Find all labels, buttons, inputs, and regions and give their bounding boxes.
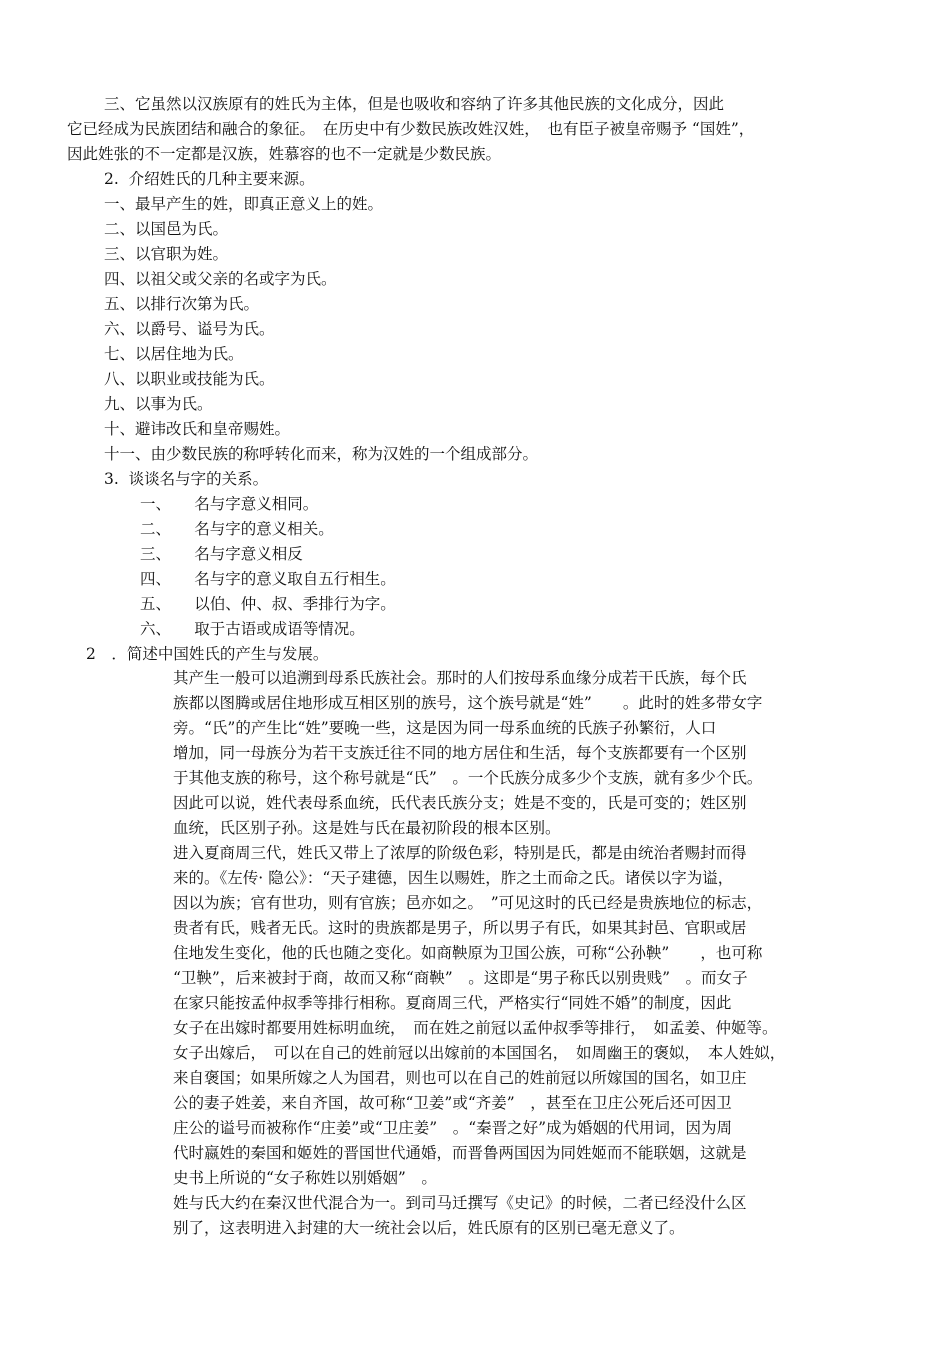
list-item: 五、以排行次第为氏。 [104,295,260,313]
list-item: 四、 名与字的意义取自五行相生。 [140,570,396,588]
section-heading: 3. 谈谈名与字的关系。 [104,470,269,488]
paragraph-line: 来的。《左传· 隐公》：“天子建德，因生以赐姓，胙之土而命之氏。诸侯以字为谥， [173,869,734,887]
paragraph-line: 进入夏商周三代，姓氏又带上了浓厚的阶级色彩，特别是氏，都是由统治者赐封而得 [173,844,747,862]
section-heading: 2. 介绍姓氏的几种主要来源。 [104,170,315,188]
list-item: 四、以祖父或父亲的名或字为氏。 [104,270,337,288]
paragraph-line: 庄公的谥号而被称作“庄姜”或“卫庄姜” 。“秦晋之好”成为婚姻的代用词，因为周 [173,1119,733,1137]
paragraph-line: 代时嬴姓的秦国和姬姓的晋国世代通婚，而晋鲁两国因为同姓姬而不能联姻，这就是 [173,1144,747,1162]
list-item: 九、以事为氏。 [104,395,213,413]
list-item: 八、以职业或技能为氏。 [104,370,275,388]
paragraph-line: 别了，这表明进入封建的大一统社会以后，姓氏原有的区别已毫无意义了。 [173,1219,685,1237]
paragraph-line: 贵者有氏，贱者无氏。这时的贵族都是男子，所以男子有氏，如果其封邑、官职或居 [173,919,747,937]
paragraph-line: 三、它虽然以汉族原有的姓氏为主体，但是也吸收和容纳了许多其他民族的文化成分，因此 [104,95,725,113]
list-item: 十、避讳改氏和皇帝赐姓。 [104,420,291,438]
paragraph-line: 住地发生变化，他的氏也随之变化。如商鞅原为卫国公族，可称“公孙鞅” ，也可称 [173,944,763,962]
list-item: 十一、由少数民族的称呼转化而来，称为汉姓的一个组成部分。 [104,445,539,463]
paragraph-line: 史书上所说的“女子称姓以别婚姻” 。 [173,1169,437,1187]
paragraph-line: 其产生一般可以追溯到母系氏族社会。那时的人们按母系血缘分成若干氏族，每个氏 [173,669,747,687]
paragraph-line: 因此姓张的不一定都是汉族，姓慕容的也不一定就是少数民族。 [67,145,502,163]
paragraph-line: 血统，氏区别子孙。这是姓与氏在最初阶段的根本区别。 [173,819,561,837]
paragraph-line: 女子出嫁后， 可以在自己的姓前冠以出嫁前的本国国名， 如周幽王的褒姒， 本人姓姒， [173,1044,786,1062]
paragraph-line: 因以为族；官有世功，则有官族；邑亦如之。 ”可见这时的氏已经是贵族地位的标志， [173,894,763,912]
list-item: 六、 取于古语或成语等情况。 [140,620,365,638]
list-item: 七、以居住地为氏。 [104,345,244,363]
list-item: 二、以国邑为氏。 [104,220,229,238]
paragraph-line: 姓与氏大约在秦汉世代混合为一。到司马迁撰写《史记》的时候，二者已经没什么区 [173,1194,747,1212]
list-item: 三、 名与字意义相反 [140,545,303,563]
paragraph-line: 族都以图腾或居住地形成互相区别的族号，这个族号就是“姓” 。此时的姓多带女字 [173,694,763,712]
paragraph-line: 它已经成为民族团结和融合的象征。 在历史中有少数民族改姓汉姓， 也有臣子被皇帝赐予 “国姓”， [67,120,755,138]
list-item: 一、最早产生的姓，即真正意义上的姓。 [104,195,384,213]
paragraph-line: 旁。“氏”的产生比“姓”要晚一些，这是因为同一母系血统的氏族子孙繁衍，人口 [173,719,717,737]
list-item: 五、 以伯、仲、叔、季排行为字。 [140,595,396,613]
list-item: 一、 名与字意义相同。 [140,495,319,513]
paragraph-line: “卫鞅”，后来被封于商，故而又称“商鞅” 。这即是“男子称氏以别贵贱” 。而女子 [173,969,748,987]
list-item: 六、以爵号、谥号为氏。 [104,320,275,338]
paragraph-line: 增加，同一母族分为若干支族迁往不同的地方居住和生活，每个支族都要有一个区别 [173,744,747,762]
paragraph-line: 在家只能按孟仲叔季等排行相称。夏商周三代，严格实行“同姓不婚”的制度，因此 [173,994,732,1012]
paragraph-line: 因此可以说，姓代表母系血统，氏代表氏族分支；姓是不变的，氏是可变的；姓区别 [173,794,747,812]
list-item: 三、以官职为姓。 [104,245,229,263]
paragraph-line: 来自褒国；如果所嫁之人为国君，则也可以在自己的姓前冠以所嫁国的国名，如卫庄 [173,1069,747,1087]
section-heading: 2 ．简述中国姓氏的产生与发展。 [86,645,329,663]
paragraph-line: 女子在出嫁时都要用姓标明血统， 而在姓之前冠以孟仲叔季等排行， 如孟姜、仲姬等。 [173,1019,778,1037]
paragraph-line: 公的妻子姓姜，来自齐国，故可称“卫姜”或“齐姜” ，甚至在卫庄公死后还可因卫 [173,1094,732,1112]
list-item: 二、 名与字的意义相关。 [140,520,334,538]
paragraph-line: 于其他支族的称号，这个称号就是“氏” 。一个氏族分成多少个支族，就有多少个氏。 [173,769,763,787]
